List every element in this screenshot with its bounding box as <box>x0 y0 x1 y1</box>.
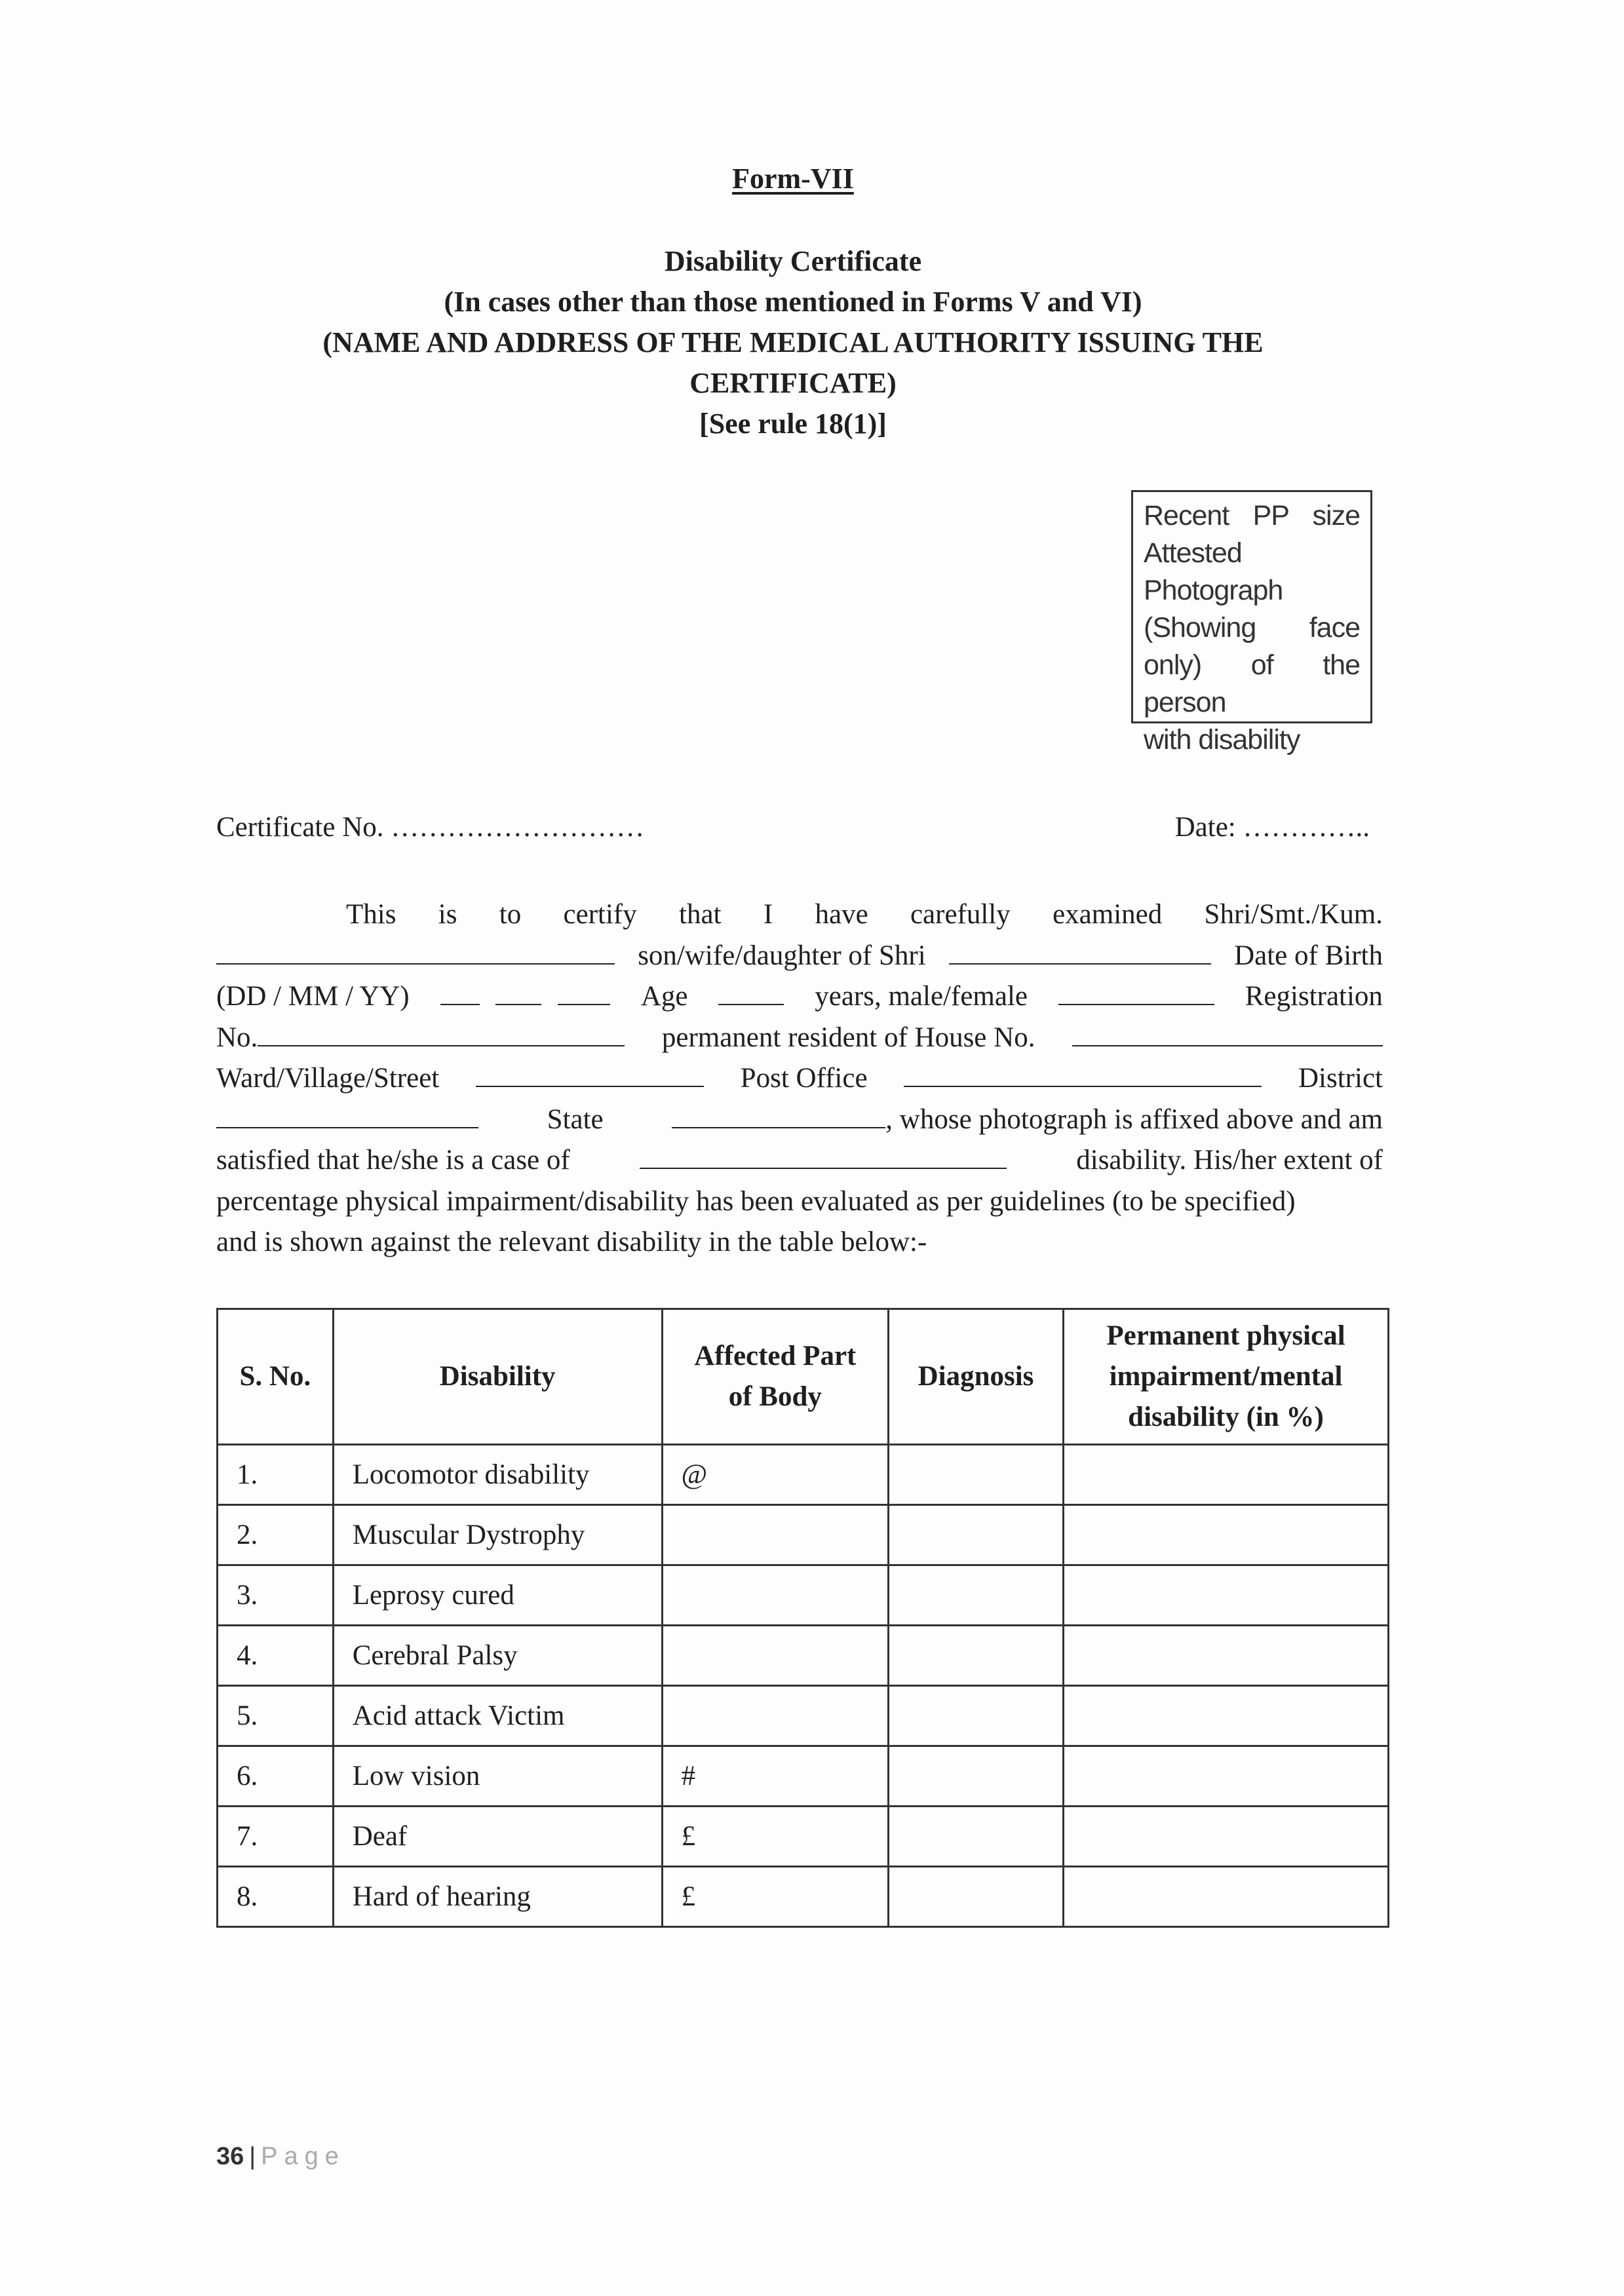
body-text-segment: Age <box>640 981 688 1012</box>
gender-blank[interactable] <box>1058 979 1214 1005</box>
cell-permanent-impairment[interactable] <box>1064 1445 1389 1505</box>
photo-box-line-2: Attested <box>1144 537 1242 569</box>
cell-diagnosis[interactable] <box>888 1867 1063 1927</box>
body-word: that <box>679 899 722 930</box>
date-label: Date: ………….. <box>1174 812 1370 843</box>
cell-affected-part[interactable]: @ <box>662 1445 888 1505</box>
body-line-1 <box>216 894 1383 936</box>
photograph-box <box>1131 490 1372 756</box>
state-blank[interactable] <box>672 1102 885 1128</box>
table-row <box>218 1505 1389 1565</box>
cell-permanent-impairment[interactable] <box>1064 1746 1389 1807</box>
cell-affected-part[interactable] <box>662 1565 888 1626</box>
body-text-segment: and is shown against the relevant disability in the table below:- <box>216 1227 927 1257</box>
body-text-segment: State <box>547 1103 604 1135</box>
header-permanent-impairment: Permanent physical impairment/mental disability (in %) <box>1064 1309 1389 1445</box>
cell-diagnosis[interactable] <box>888 1686 1063 1746</box>
table-row <box>218 1565 1389 1626</box>
body-text-segment: percentage physical impairment/disability has been evaluated as per guidelines (to be specified) <box>216 1185 1296 1217</box>
body-word: is <box>438 899 457 930</box>
cell-affected-part[interactable]: £ <box>662 1867 888 1927</box>
body-word: to <box>499 899 522 930</box>
body-word: I <box>763 899 773 930</box>
cell-diagnosis[interactable] <box>888 1445 1063 1505</box>
body-word: certify <box>563 899 637 930</box>
cell-serial-number: 5. <box>218 1686 334 1746</box>
body-line-9 <box>216 1222 1383 1263</box>
cell-serial-number: 1. <box>218 1445 334 1505</box>
body-word: carefully <box>910 899 1011 930</box>
disability-type-blank[interactable] <box>640 1143 1007 1169</box>
body-text-segment: Ward/Village/Street <box>216 1063 440 1094</box>
body-word: This <box>346 899 396 930</box>
body-text-segment: No. <box>216 1022 258 1053</box>
dob-month-blank[interactable] <box>495 979 541 1005</box>
table-row <box>218 1686 1389 1746</box>
table-row <box>218 1626 1389 1686</box>
body-text-segment: Date of Birth <box>1234 940 1383 971</box>
cell-serial-number: 8. <box>218 1867 334 1927</box>
body-word: examined <box>1053 899 1163 930</box>
post-office-blank[interactable] <box>904 1061 1262 1087</box>
photo-box-line-1: Recent PP size <box>1144 500 1360 531</box>
cell-disability: Acid attack Victim <box>333 1686 662 1746</box>
header-disability: Disability <box>333 1309 662 1445</box>
certificate-number-row <box>216 811 1370 851</box>
body-text-segment: years, male/female <box>815 981 1028 1012</box>
cell-permanent-impairment[interactable] <box>1064 1686 1389 1746</box>
dob-day-blank[interactable] <box>440 979 480 1005</box>
page-label: Page <box>261 2143 345 2170</box>
heading-line-1: Disability Certificate <box>664 245 922 277</box>
body-line-5 <box>216 1058 1383 1100</box>
heading-line-2: (In cases other than those mentioned in Forms V and VI) <box>444 286 1142 318</box>
registration-group <box>216 1018 625 1059</box>
page-footer <box>216 2143 345 2171</box>
cell-disability: Muscular Dystrophy <box>333 1505 662 1565</box>
cell-serial-number: 3. <box>218 1565 334 1626</box>
cell-serial-number: 6. <box>218 1746 334 1807</box>
body-word: Shri/Smt./Kum. <box>1204 899 1383 930</box>
body-line-3 <box>216 976 1383 1018</box>
cell-disability: Locomotor disability <box>333 1445 662 1505</box>
cell-diagnosis[interactable] <box>888 1807 1063 1867</box>
form-title: Form-VII <box>732 163 854 195</box>
dob-blanks <box>440 976 611 1018</box>
cell-affected-part[interactable] <box>662 1505 888 1565</box>
age-blank[interactable] <box>718 979 784 1005</box>
table-row <box>218 1867 1389 1927</box>
body-text-segment: son/wife/daughter of Shri <box>638 940 926 971</box>
cell-permanent-impairment[interactable] <box>1064 1867 1389 1927</box>
body-text-segment: , whose photograph is affixed above and am <box>885 1103 1383 1135</box>
certificate-number-label: Certificate No. ……………………… <box>216 812 645 843</box>
heading-line-5: [See rule 18(1)] <box>699 408 887 440</box>
body-text-segment: (DD / MM / YY) <box>216 981 410 1012</box>
cell-affected-part[interactable]: £ <box>662 1807 888 1867</box>
heading-line-3: (NAME AND ADDRESS OF THE MEDICAL AUTHORITY ISSUING THE <box>322 326 1264 358</box>
footer-separator: | <box>249 2143 256 2170</box>
cell-disability: Cerebral Palsy <box>333 1626 662 1686</box>
body-line-7 <box>216 1140 1383 1181</box>
photo-box-line-3: Photograph <box>1144 575 1283 606</box>
cell-serial-number: 7. <box>218 1807 334 1867</box>
cell-affected-part[interactable] <box>662 1686 888 1746</box>
cell-diagnosis[interactable] <box>888 1505 1063 1565</box>
ward-village-blank[interactable] <box>476 1061 704 1087</box>
table-row <box>218 1746 1389 1807</box>
photo-box-line-5: only) of the person <box>1144 649 1360 718</box>
cell-serial-number: 2. <box>218 1505 334 1565</box>
heading-line-4: CERTIFICATE) <box>689 367 897 399</box>
cell-disability: Deaf <box>333 1807 662 1867</box>
body-text-segment: disability. His/her extent of <box>1076 1145 1383 1176</box>
body-text-segment: satisfied that he/she is a case of <box>216 1145 570 1176</box>
body-text-segment: permanent resident of House No. <box>661 1022 1035 1053</box>
photo-box-line-6: with disability <box>1144 724 1300 756</box>
table-row <box>218 1807 1389 1867</box>
body-text-segment: Registration <box>1245 981 1383 1012</box>
cell-disability: Leprosy cured <box>333 1565 662 1626</box>
page-number: 36 <box>216 2143 244 2170</box>
disability-table <box>216 1308 1389 1928</box>
cell-disability: Low vision <box>333 1746 662 1807</box>
header-diagnosis: Diagnosis <box>888 1309 1063 1445</box>
certificate-body <box>216 894 1383 1263</box>
header-affected-part: Affected Part of Body <box>662 1309 888 1445</box>
name-blank[interactable] <box>216 938 615 965</box>
cell-diagnosis[interactable] <box>888 1746 1063 1807</box>
cell-affected-part[interactable]: # <box>662 1746 888 1807</box>
photo-box-line-4: (Showing face <box>1144 612 1360 643</box>
table-row <box>218 1445 1389 1505</box>
father-name-blank[interactable] <box>949 938 1211 965</box>
cell-diagnosis[interactable] <box>888 1626 1063 1686</box>
cell-permanent-impairment[interactable] <box>1064 1505 1389 1565</box>
header-serial-number: S. No. <box>218 1309 334 1445</box>
body-line-8 <box>216 1181 1383 1223</box>
body-text-segment: District <box>1298 1063 1383 1094</box>
district-blank[interactable] <box>216 1102 478 1128</box>
house-number-blank[interactable] <box>1072 1020 1383 1046</box>
state-group <box>672 1100 1383 1141</box>
body-line-4 <box>216 1018 1383 1059</box>
body-line-6 <box>216 1100 1383 1141</box>
table-header-row <box>218 1309 1389 1445</box>
body-line-2 <box>216 936 1383 977</box>
cell-disability: Hard of hearing <box>333 1867 662 1927</box>
cell-permanent-impairment[interactable] <box>1064 1626 1389 1686</box>
cell-permanent-impairment[interactable] <box>1064 1565 1389 1626</box>
registration-number-blank[interactable] <box>258 1020 625 1046</box>
dob-year-blank[interactable] <box>558 979 610 1005</box>
body-word: have <box>815 899 868 930</box>
certificate-heading <box>216 241 1370 444</box>
body-text-segment: Post Office <box>740 1063 868 1094</box>
cell-serial-number: 4. <box>218 1626 334 1686</box>
cell-diagnosis[interactable] <box>888 1565 1063 1626</box>
cell-permanent-impairment[interactable] <box>1064 1807 1389 1867</box>
cell-affected-part[interactable] <box>662 1626 888 1686</box>
